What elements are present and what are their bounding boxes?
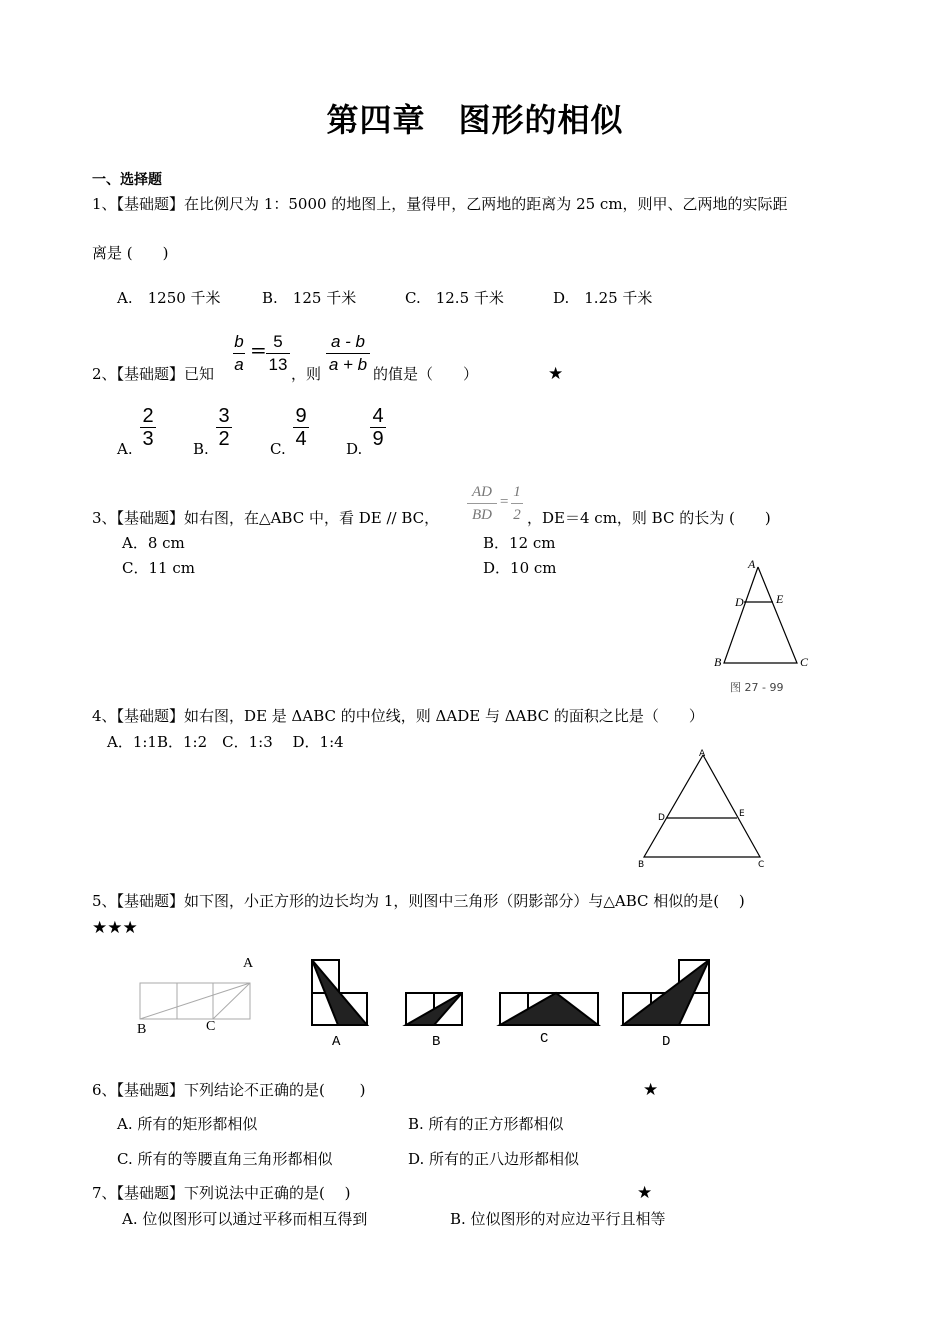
q2-fraction-expression: $\frac{a - b}{a + b}$ [326, 331, 370, 376]
choice-d-label: D [662, 1034, 671, 1050]
q6-text: 6、【基础题】下列结论不正确的是( ) [92, 1081, 366, 1099]
q7-option-a: A. 位似图形可以通过平移而相互得到 [122, 1210, 368, 1228]
q6-option-b: B. 所有的正方形都相似 [408, 1115, 564, 1133]
section-heading: 一、选择题 [92, 172, 162, 188]
q5-grid-figures [130, 945, 750, 1055]
q1-text-cont: 离是 ( ) [92, 244, 169, 262]
q3-triangle-figure [700, 555, 830, 700]
label-d: D [658, 813, 665, 823]
q3-option-b: B．12 cm [483, 534, 556, 552]
q1-option-d: D. 1.25 千米 [553, 289, 653, 307]
q4-text: 4、【基础题】如右图，DE 是 ΔABC 的中位线，则 ΔADE 与 ΔABC 的面积之比是（ ） [92, 707, 704, 725]
difficulty-star: ★ [548, 364, 564, 384]
q2-option-d-label: D. [346, 440, 363, 458]
label-c: C [206, 1019, 216, 1034]
choice-a-label: A [332, 1034, 341, 1050]
q3-suffix: ，DE＝4 cm，则 BC 的长为 ( ) [527, 509, 771, 527]
q1-text: 1、【基础题】在比例尺为 1：5000 的地图上，量得甲，乙两地的距离为 25 cm，则甲、乙两地的实际距 [92, 195, 788, 213]
q2-option-b-fraction: $\frac{3}{2}$ [216, 405, 232, 450]
q2-prefix: 2、【基础题】已知 [92, 365, 215, 383]
choice-c-label: C [540, 1031, 549, 1047]
q6-option-c: C. 所有的等腰直角三角形都相似 [117, 1150, 333, 1168]
q3-fraction-half: $\frac{1}{2}$ [511, 481, 523, 526]
label-e: E [739, 809, 745, 819]
difficulty-stars: ★★★ [92, 918, 138, 938]
q2-fraction-5-13: $\frac{5}{13}$ [266, 331, 290, 376]
q3-option-c: C．11 cm [122, 559, 195, 577]
q1-option-a: A. 1250 千米 [117, 289, 221, 307]
q2-option-c-label: C. [270, 440, 286, 458]
q3-option-d: D．10 cm [483, 559, 557, 577]
label-b: B [137, 1022, 147, 1037]
q3-fraction-ad-bd: $\frac{AD}{BD}$ [467, 481, 497, 526]
page-title: 第四章 图形的相似 [326, 101, 624, 139]
figure-caption: 图 27 - 99 [730, 681, 784, 694]
q2-option-d-fraction: $\frac{4}{9}$ [370, 405, 386, 450]
label-b: B [714, 655, 722, 669]
q6-option-d: D. 所有的正八边形都相似 [408, 1150, 580, 1168]
q2-fraction-b-over-a: $\frac{b}{a}$ [234, 332, 244, 374]
q2-option-a-label: A. [117, 440, 133, 458]
q3-text: 3、【基础题】如右图，在△ABC 中，看 DE // BC， [92, 509, 440, 527]
q7-option-b: B. 位似图形的对应边平行且相等 [450, 1210, 666, 1228]
q2-equals: = [250, 338, 267, 362]
q2-mid: ，则 [291, 365, 322, 383]
q4-triangle-figure [630, 745, 770, 875]
q3-option-a: A．8 cm [122, 534, 185, 552]
label-a: A [699, 749, 706, 759]
q7-text: 7、【基础题】下列说法中正确的是( ) [92, 1184, 351, 1202]
choice-b-label: B [432, 1034, 441, 1050]
label-a: A [243, 956, 254, 971]
difficulty-star: ★ [643, 1080, 659, 1100]
label-e: E [776, 592, 784, 606]
q6-option-a: A. 所有的矩形都相似 [117, 1115, 258, 1133]
q3-equals: = [499, 494, 510, 510]
q1-option-b: B. 125 千米 [262, 289, 357, 307]
q4-options: A．1:1B．1:2 C．1:3 D．1:4 [107, 733, 344, 751]
q1-option-c: C. 12.5 千米 [405, 289, 504, 307]
label-c: C [758, 860, 765, 870]
difficulty-star: ★ [637, 1183, 653, 1203]
label-a: A [748, 557, 756, 571]
q5-text: 5、【基础题】如下图，小正方形的边长均为 1，则图中三角形（阴影部分）与△ABC 相似的是( ) [92, 892, 745, 910]
label-c: C [800, 655, 809, 669]
label-d: D [735, 595, 744, 609]
label-b: B [638, 860, 645, 870]
q2-option-a-fraction: $\frac{2}{3}$ [140, 405, 156, 450]
q2-option-b-label: B. [193, 440, 209, 458]
q2-suffix: 的值是（ ） [373, 365, 479, 383]
q2-option-c-fraction: $\frac{9}{4}$ [293, 405, 309, 450]
